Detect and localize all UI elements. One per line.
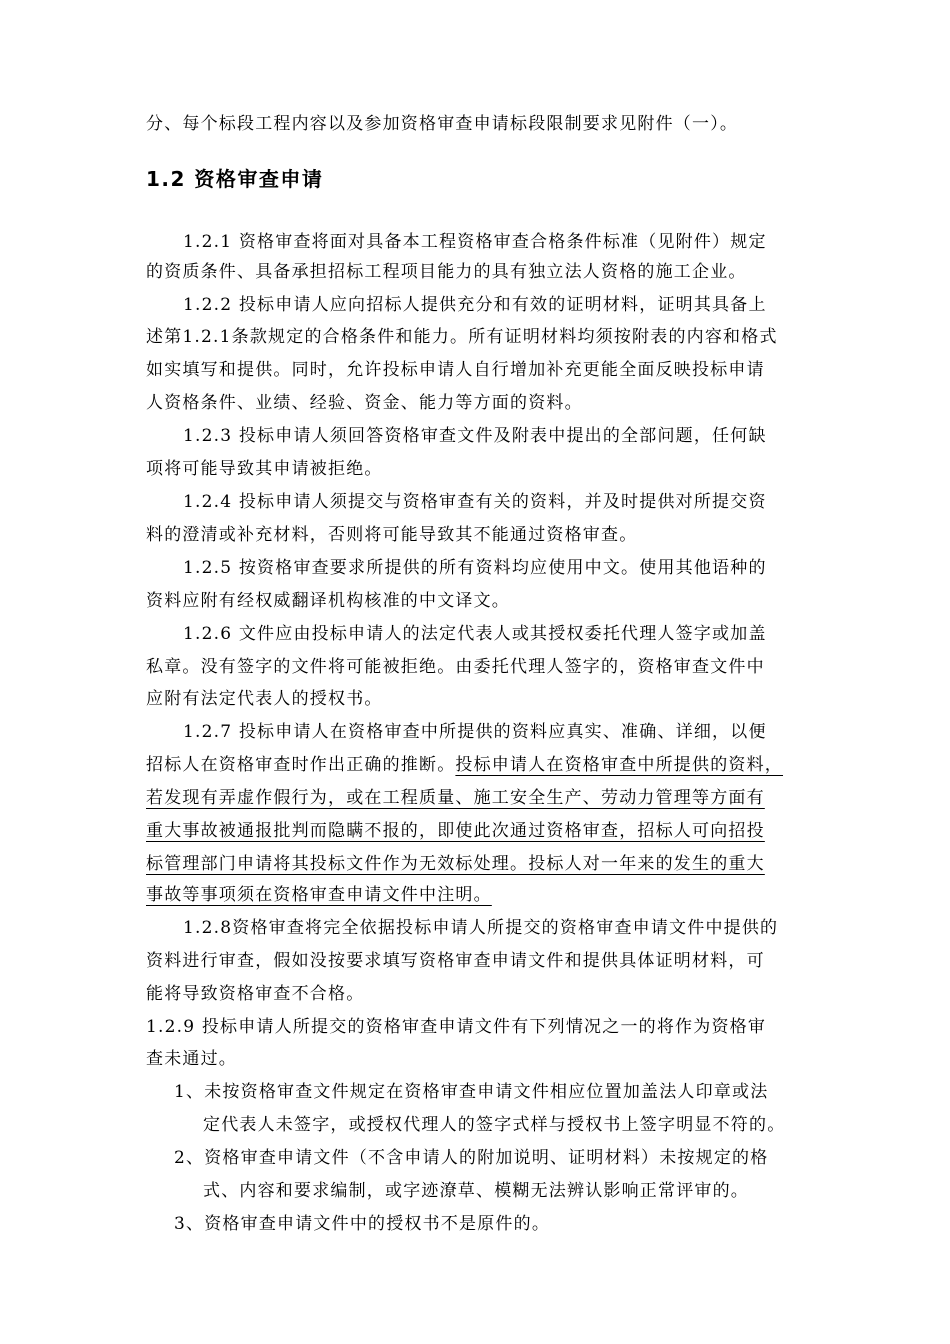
paragraph-1-2-2-line: 述第1.2.1条款规定的合格条件和能力。所有证明材料均须按附表的内容和格式: [146, 327, 778, 347]
paragraph-1-2-8-line: 能将导致资格审查不合格。: [146, 984, 365, 1004]
paragraph-1-2-3-line: 1.2.3 投标申请人须回答资格审查文件及附表中提出的全部问题，任何缺: [183, 426, 767, 446]
paragraph-1-2-2-line: 1.2.2 投标申请人应向招标人提供充分和有效的证明材料，证明其具备上: [183, 295, 767, 315]
paragraph-1-2-6-line: 私章。没有签字的文件将可能被拒绝。由委托代理人签字的，资格审查文件中: [146, 657, 765, 677]
paragraph-1-2-1-line: 的资质条件、具备承担招标工程项目能力的具有独立法人资格的施工企业。: [146, 262, 747, 282]
underlined-line: 事故等事项须在资格审查申请文件中注明。: [146, 885, 492, 905]
list-item: 1、未按资格审查文件规定在资格审查申请文件相应位置加盖法人印章或法: [174, 1082, 769, 1102]
underlined-line: 标管理部门申请将其投标文件作为无效标处理。投标人对一年来的发生的重大: [146, 854, 765, 874]
underlined-line: 重大事故被通报批判而隐瞒不报的，即使此次通过资格审查，招标人可向招投: [146, 821, 765, 841]
underlined-line: 若发现有弄虚作假行为，或在工程质量、施工安全生产、劳动力管理等方面有: [146, 788, 765, 808]
paragraph-1-2-1-line: 1.2.1 资格审查将面对具备本工程资格审查合格条件标准（见附件）规定: [183, 232, 767, 252]
underlined-text: 投标申请人在资格审查中所提供的资料，: [455, 755, 784, 775]
paragraph-1-2-6-line: 1.2.6 文件应由投标申请人的法定代表人或其授权委托代理人签字或加盖: [183, 624, 767, 644]
paragraph-1-2-5-line: 资料应附有经权威翻译机构核准的中文译文。: [146, 591, 510, 611]
paragraph-1-2-8-line: 1.2.8资格审查将完全依据投标申请人所提交的资格审查申请文件中提供的: [183, 918, 779, 938]
paragraph-1-2-7-line: [146, 754, 783, 776]
plain-text: 招标人在资格审查时作出正确的推断。: [146, 755, 456, 775]
paragraph-1-2-2-line: 人资格条件、业绩、经验、资金、能力等方面的资料。: [146, 393, 583, 413]
section-heading: 1.2 资格审查申请: [146, 167, 324, 191]
paragraph-1-2-3-line: 项将可能导致其申请被拒绝。: [146, 459, 383, 479]
paragraph-1-2-6-line: 应附有法定代表人的授权书。: [146, 689, 383, 709]
paragraph-1-2-5-line: 1.2.5 按资格审查要求所提供的所有资料均应使用中文。使用其他语种的: [183, 558, 767, 578]
paragraph-1-2-9-line: 查未通过。: [146, 1049, 237, 1069]
list-item: 3、资格审查申请文件中的授权书不是原件的。: [174, 1214, 551, 1234]
paragraph-1-2-8-line: 资料进行审查，假如没按要求填写资格审查申请文件和提供具体证明材料，可: [146, 951, 765, 971]
list-item: 2、资格审查申请文件（不含申请人的附加说明、证明材料）未按规定的格: [174, 1148, 769, 1168]
list-item-continuation: 定代表人未签字，或授权代理人的签字式样与授权书上签字明显不符的。: [203, 1115, 786, 1135]
intro-line: 分、每个标段工程内容以及参加资格审查申请标段限制要求见附件（一）。: [146, 114, 739, 134]
paragraph-1-2-9-line: 1.2.9 投标申请人所提交的资格审查申请文件有下列情况之一的将作为资格审: [146, 1017, 767, 1037]
paragraph-1-2-4-line: 料的澄清或补充材料，否则将可能导致其不能通过资格审查。: [146, 525, 638, 545]
paragraph-1-2-2-line: 如实填写和提供。同时，允许投标申请人自行增加补充更能全面反映投标申请: [146, 360, 765, 380]
paragraph-1-2-7-line: 1.2.7 投标申请人在资格审查中所提供的资料应真实、准确、详细，以便: [183, 722, 767, 742]
list-item-continuation: 式、内容和要求编制，或字迹潦草、模糊无法辨认影响正常评审的。: [203, 1181, 749, 1201]
paragraph-1-2-4-line: 1.2.4 投标申请人须提交与资格审查有关的资料，并及时提供对所提交资: [183, 492, 767, 512]
